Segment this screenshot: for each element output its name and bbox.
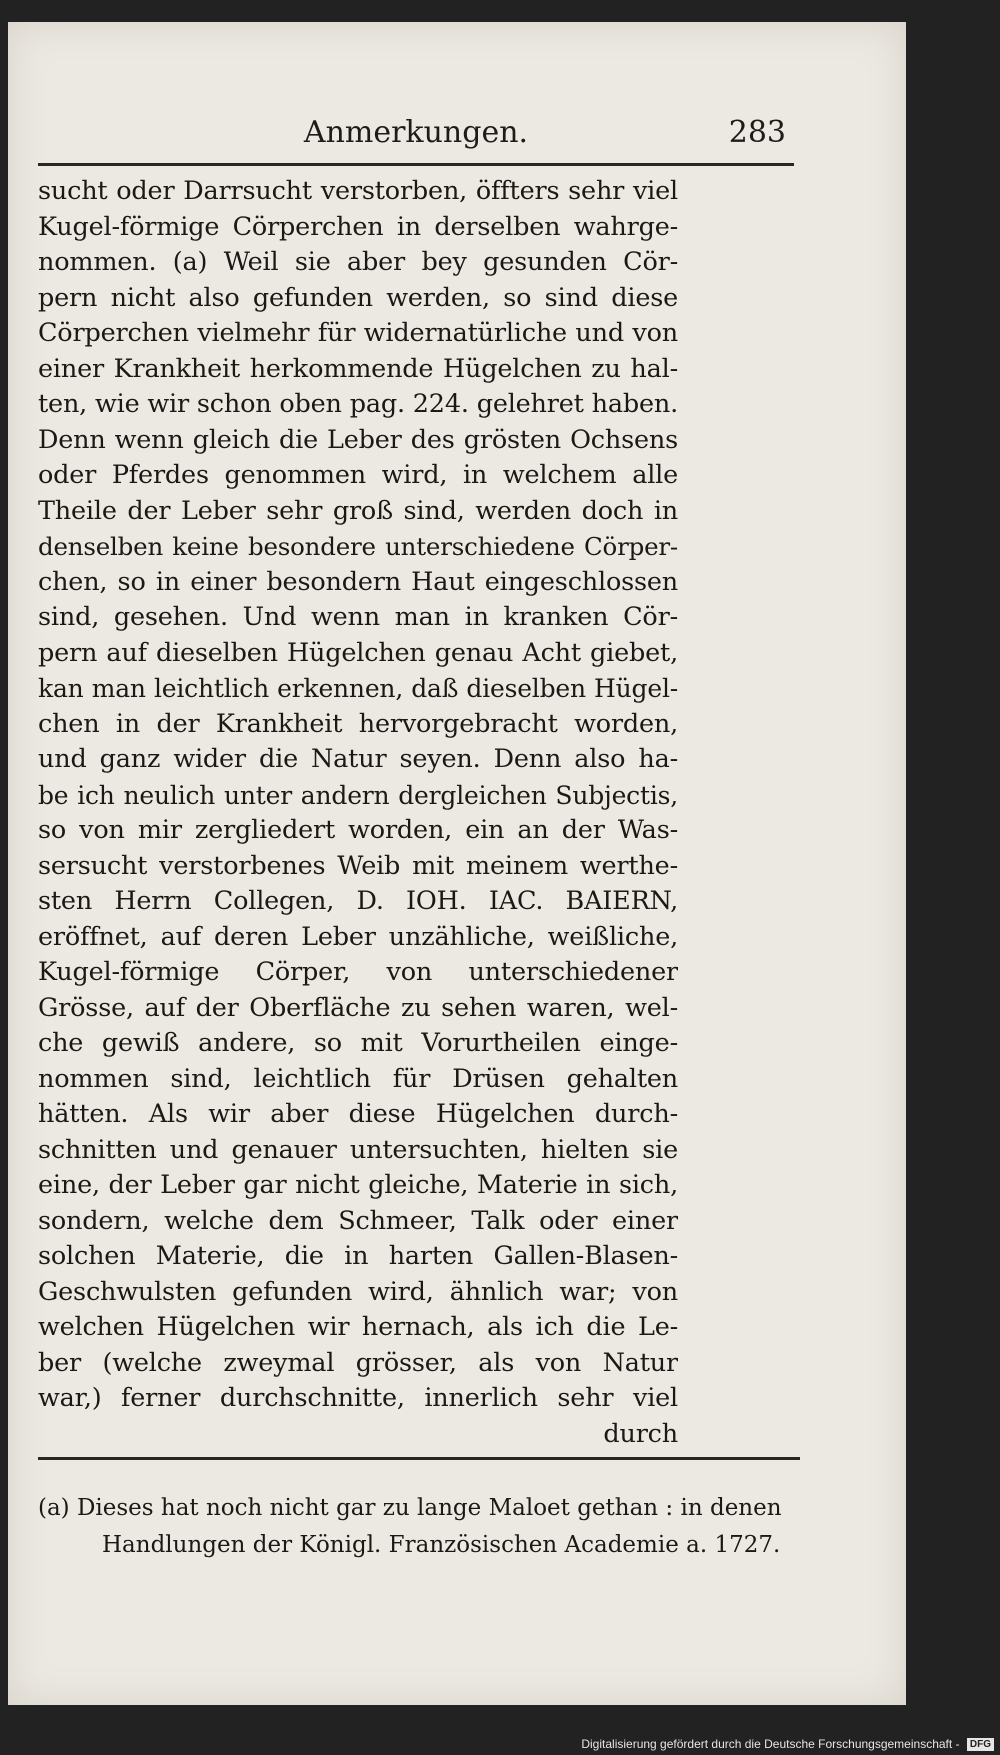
text-line: oder Pferdes genommen wird, in welchem alle <box>38 460 678 490</box>
footnote-divider <box>38 1457 800 1460</box>
text-line: che gewiß andere, so mit Vorurtheilen einge- <box>38 1028 678 1058</box>
text-line: Grösse, auf der Oberfläche zu sehen waren, wel- <box>38 992 678 1023</box>
text-line: pern auf dieselben Hügelchen genau Acht giebet, <box>38 637 678 668</box>
text-line: solchen Materie, die in harten Gallen-Blasen- <box>38 1241 678 1271</box>
text-line: eine, der Leber gar nicht gleiche, Materie in sich, <box>38 1170 678 1200</box>
digitization-credit <box>581 1737 994 1751</box>
body-text <box>38 174 678 1452</box>
credit-text: Digitalisierung gefördert durch die Deutsche Forschungsgemeinschaft - <box>581 1736 960 1751</box>
text-line: so von mir zergliedert worden, ein an der Was- <box>38 815 678 845</box>
text-line: sten Herrn Collegen, D. IOH. IAC. BAIERN, <box>38 886 678 916</box>
text-line: eröffnet, auf deren Leber unzähliche, weißliche, <box>38 921 678 952</box>
text-line: chen in der Krankheit hervorgebracht worden, <box>38 708 678 739</box>
text-line: Kugel-förmige Cörperchen in derselben wahrge- <box>38 211 678 242</box>
text-line: sind, gesehen. Und wenn man in kranken Cör- <box>38 602 678 632</box>
text-line: sersucht verstorbenes Weib mit meinem werthe- <box>38 850 678 881</box>
text-line: schnitten und genauer untersuchten, hielten sie <box>38 1134 678 1165</box>
page-header <box>38 107 794 166</box>
running-head: Anmerkungen. <box>303 115 529 150</box>
text-line: ber (welche zweymal grösser, als von Natur <box>38 1347 678 1378</box>
dfg-logo: DFG <box>967 1738 994 1751</box>
footnote-line: Handlungen der Königl. Französischen Academie a. 1727. <box>102 1532 781 1558</box>
text-line: be ich neulich unter andern dergleichen Subjectis, <box>38 780 678 810</box>
footnote-line: (a) Dieses hat noch nicht gar zu lange Maloet gethan : in denen <box>38 1495 782 1521</box>
book-page <box>8 22 906 1705</box>
text-line: kan man leichtlich erkennen, daß dieselben Hügel- <box>38 674 678 703</box>
text-line: welchen Hügelchen wir hernach, als ich die Le- <box>38 1312 678 1342</box>
text-line: Cörperchen vielmehr für widernatürliche und von <box>38 318 678 348</box>
text-line: Geschwulsten gefunden wird, ähnlich war; von <box>38 1276 678 1307</box>
footnote <box>38 1490 808 1564</box>
text-line: und ganz wider die Natur seyen. Denn also ha- <box>38 744 678 774</box>
text-line: einer Krankheit herkommende Hügelchen zu hal- <box>38 353 678 384</box>
text-line: Theile der Leber sehr groß sind, werden doch in <box>38 495 678 526</box>
text-line: ten, wie wir schon oben pag. 224. gelehret haben. <box>38 389 678 419</box>
text-line: war,) ferner durchschnitte, innerlich sehr viel <box>38 1383 678 1413</box>
text-line: sucht oder Darrsucht verstorben, öffters sehr viel <box>38 176 678 206</box>
text-line: nommen. (a) Weil sie aber bey gesunden Cör- <box>38 247 678 277</box>
text-line: Denn wenn gleich die Leber des grösten Ochsens <box>38 424 678 455</box>
catchword: durch <box>603 1418 678 1449</box>
text-line: chen, so in einer besondern Haut eingeschlossen <box>38 566 678 597</box>
text-line: Kugel-förmige Cörper, von unterschiedener <box>38 957 678 987</box>
text-line: nommen sind, leichtlich für Drüsen gehalten <box>38 1063 678 1094</box>
text-line: denselben keine besondere unterschiedene Cörper- <box>38 532 678 561</box>
text-line: hätten. Als wir aber diese Hügelchen durch- <box>38 1099 678 1129</box>
text-line: sondern, welche dem Schmeer, Talk oder einer <box>38 1205 678 1236</box>
text-line: pern nicht also gefunden werden, so sind diese <box>38 282 678 313</box>
page-number: 283 <box>728 115 786 150</box>
